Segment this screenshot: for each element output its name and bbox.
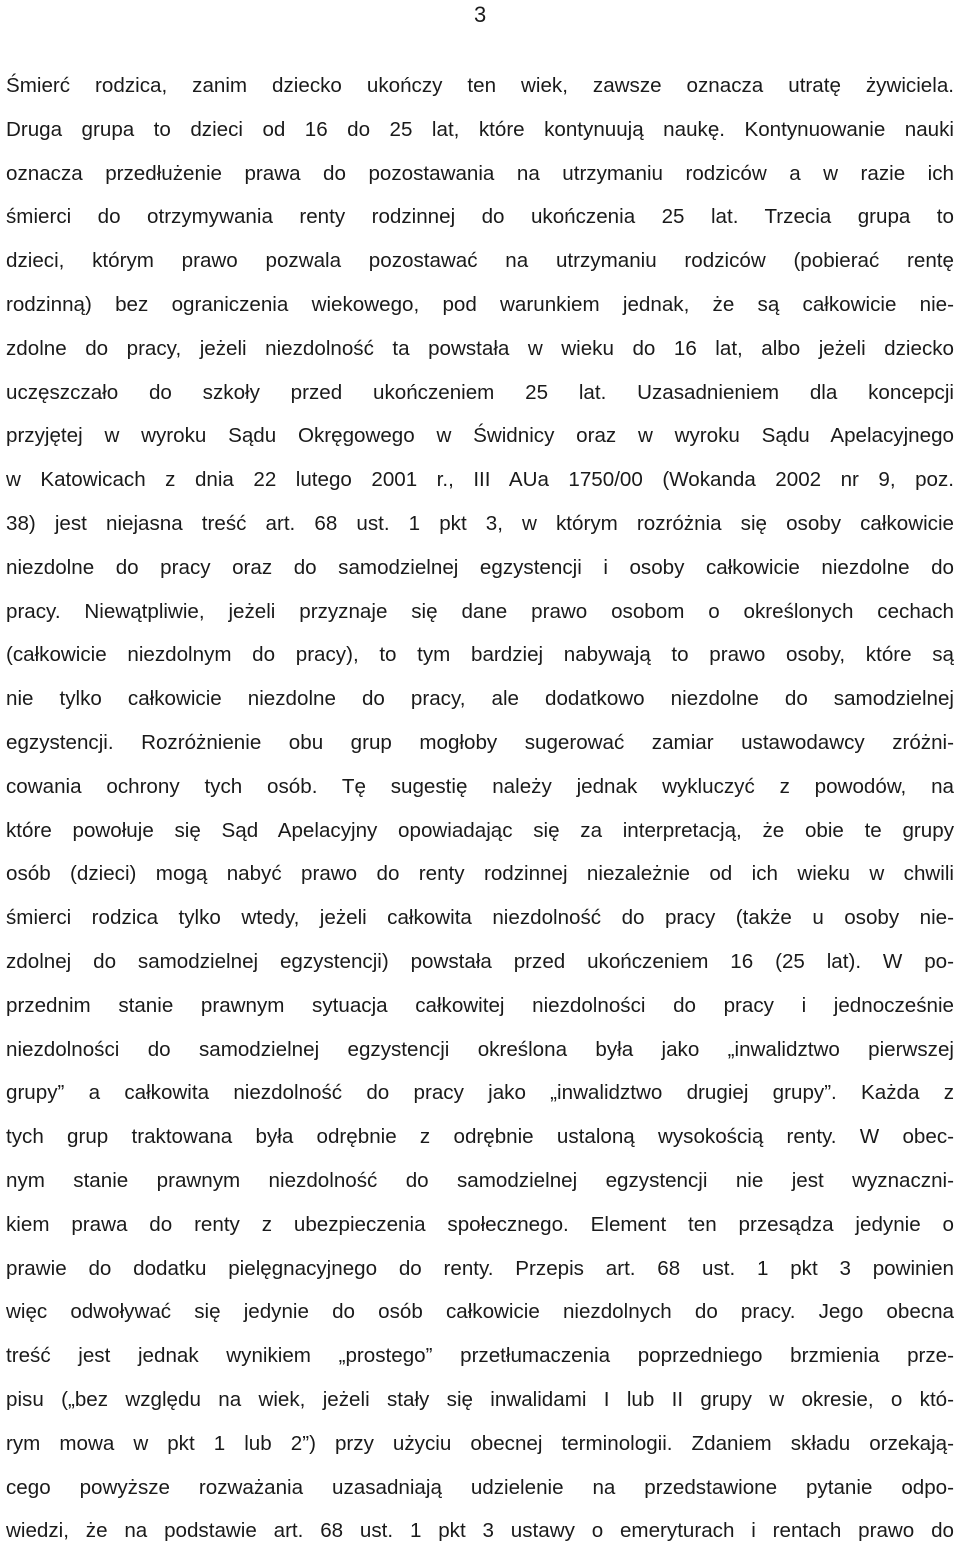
text-line: nym stanie prawnym niezdolność do samodzielnej egzystencji nie jest wyznaczni- bbox=[6, 1168, 954, 1192]
text-line: uczęszczało do szkoły przed ukończeniem 25 lat. Uzasadnieniem dla koncepcji bbox=[6, 380, 954, 404]
document-body bbox=[6, 64, 954, 1553]
text-line: w Katowicach z dnia 22 lutego 2001 r., III AUa 1750/00 (Wokanda 2002 nr 9, poz. bbox=[6, 468, 954, 492]
text-line: kiem prawa do renty z ubezpieczenia społecznego. Element ten przesądza jedynie o bbox=[6, 1212, 954, 1236]
text-line: przednim stanie prawnym sytuacja całkowitej niezdolności do pracy i jednocześnie bbox=[6, 993, 954, 1017]
text-line: rodzinną) bez ograniczenia wiekowego, pod warunkiem jednak, że są całkowicie nie- bbox=[6, 292, 954, 316]
text-line: śmierci do otrzymywania renty rodzinnej do ukończenia 25 lat. Trzecia grupa to bbox=[6, 205, 954, 229]
text-line: Śmierć rodzica, zanim dziecko ukończy ten wiek, zawsze oznacza utratę żywiciela. bbox=[6, 74, 954, 97]
text-line: pracy. Niewątpliwie, jeżeli przyznaje się dane prawo osobom o określonych cechach bbox=[6, 599, 954, 623]
text-line: grupy” a całkowita niezdolność do pracy jako „inwalidztwo drugiej grupy”. Każda z bbox=[6, 1081, 954, 1105]
text-line: osób (dzieci) mogą nabyć prawo do renty rodzinnej niezależnie od ich wieku w chwili bbox=[6, 862, 954, 886]
page-number: 3 bbox=[474, 2, 487, 27]
text-line: prawie do dodatku pielęgnacyjnego do renty. Przepis art. 68 ust. 1 pkt 3 powinien bbox=[6, 1256, 954, 1280]
text-line: więc odwoływać się jedynie do osób całkowicie niezdolnych do pracy. Jego obecna bbox=[6, 1300, 954, 1324]
text-line: przyjętej w wyroku Sądu Okręgowego w Świdnicy oraz w wyroku Sądu Apelacyjnego bbox=[6, 424, 954, 448]
text-line: śmierci rodzica tylko wtedy, jeżeli całkowita niezdolność do pracy (także u osoby nie- bbox=[6, 906, 954, 930]
text-line: Druga grupa to dzieci od 16 do 25 lat, które kontynuują naukę. Kontynuowanie nauki bbox=[6, 117, 954, 141]
text-line: egzystencji. Rozróżnienie obu grup mogłoby sugerować zamiar ustawodawcy zróżni- bbox=[6, 730, 954, 754]
text-line: tych grup traktowana była odrębnie z odrębnie ustaloną wysokością renty. W obec- bbox=[6, 1125, 954, 1149]
text-line: niezdolności do samodzielnej egzystencji określona była jako „inwalidztwo pierwszej bbox=[6, 1037, 954, 1061]
text-line: wiedzi, że na podstawie art. 68 ust. 1 pkt 3 ustawy o emeryturach i rentach prawo do bbox=[6, 1519, 954, 1543]
text-line: (całkowicie niezdolnym do pracy), to tym bardziej nabywają to prawo osoby, które są bbox=[6, 643, 954, 667]
text-line: oznacza przedłużenie prawa do pozostawania na utrzymaniu rodziców a w razie ich bbox=[6, 161, 954, 185]
text-line: zdolne do pracy, jeżeli niezdolność ta powstała w wieku do 16 lat, albo jeżeli dziecko bbox=[6, 336, 954, 360]
text-line: zdolnej do samodzielnej egzystencji) powstała przed ukończeniem 16 (25 lat). W po- bbox=[6, 949, 954, 973]
text-line: cego powyższe rozważania uzasadniają udzielenie na przedstawione pytanie odpo- bbox=[6, 1475, 954, 1499]
text-line: treść jest jednak wynikiem „prostego” przetłumaczenia poprzedniego brzmienia prze- bbox=[6, 1344, 954, 1368]
text-line: rym mowa w pkt 1 lub 2”) przy użyciu obecnej terminologii. Zdaniem składu orzekają- bbox=[6, 1431, 954, 1455]
text-line: które powołuje się Sąd Apelacyjny opowiadając się za interpretacją, że obie te grupy bbox=[6, 818, 954, 842]
text-line: dzieci, którym prawo pozwala pozostawać na utrzymaniu rodziców (pobierać rentę bbox=[6, 249, 954, 273]
text-line: pisu („bez względu na wiek, jeżeli stały się inwalidami I lub II grupy w okresie, o któ- bbox=[6, 1387, 954, 1411]
text-line: 38) jest niejasna treść art. 68 ust. 1 pkt 3, w którym rozróżnia się osoby całkowicie bbox=[6, 511, 954, 535]
text-line: niezdolne do pracy oraz do samodzielnej egzystencji i osoby całkowicie niezdolne do bbox=[6, 555, 954, 579]
text-line: cowania ochrony tych osób. Tę sugestię należy jednak wykluczyć z powodów, na bbox=[6, 774, 954, 798]
text-line: nie tylko całkowicie niezdolne do pracy, ale dodatkowo niezdolne do samodzielnej bbox=[6, 687, 954, 711]
